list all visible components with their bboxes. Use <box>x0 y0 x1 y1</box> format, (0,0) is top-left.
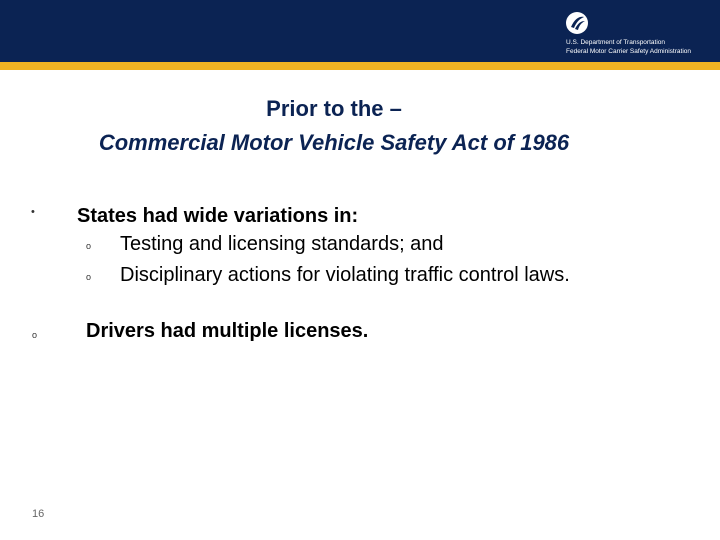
agency-line-2: Federal Motor Carrier Safety Administration <box>566 48 691 55</box>
slide-number: 16 <box>32 508 45 520</box>
bullet-text-variations: States had wide variations in: <box>77 205 359 227</box>
header-gold-stripe <box>0 62 720 70</box>
bullet-marker-1: • <box>31 206 35 218</box>
title-line-2: Commercial Motor Vehicle Safety Act of 1986 <box>98 130 570 155</box>
agency-line-1: U.S. Department of Transportation <box>566 39 665 46</box>
sub-bullet-marker-2: o <box>86 272 92 282</box>
agency-name <box>566 38 691 56</box>
dot-logo-icon <box>566 12 588 34</box>
sub-bullet-marker-1: o <box>86 241 92 251</box>
slide-title <box>0 92 668 160</box>
sub-bullet-text-testing: Testing and licensing standards; and <box>120 233 444 255</box>
bullet-text-multiple-licenses: Drivers had multiple licenses. <box>86 320 369 342</box>
title-line-1: Prior to the – <box>266 96 402 121</box>
sub-bullet-text-disciplinary: Disciplinary actions for violating traffic control laws. <box>120 264 570 286</box>
bullet-marker-2: o <box>32 330 38 340</box>
